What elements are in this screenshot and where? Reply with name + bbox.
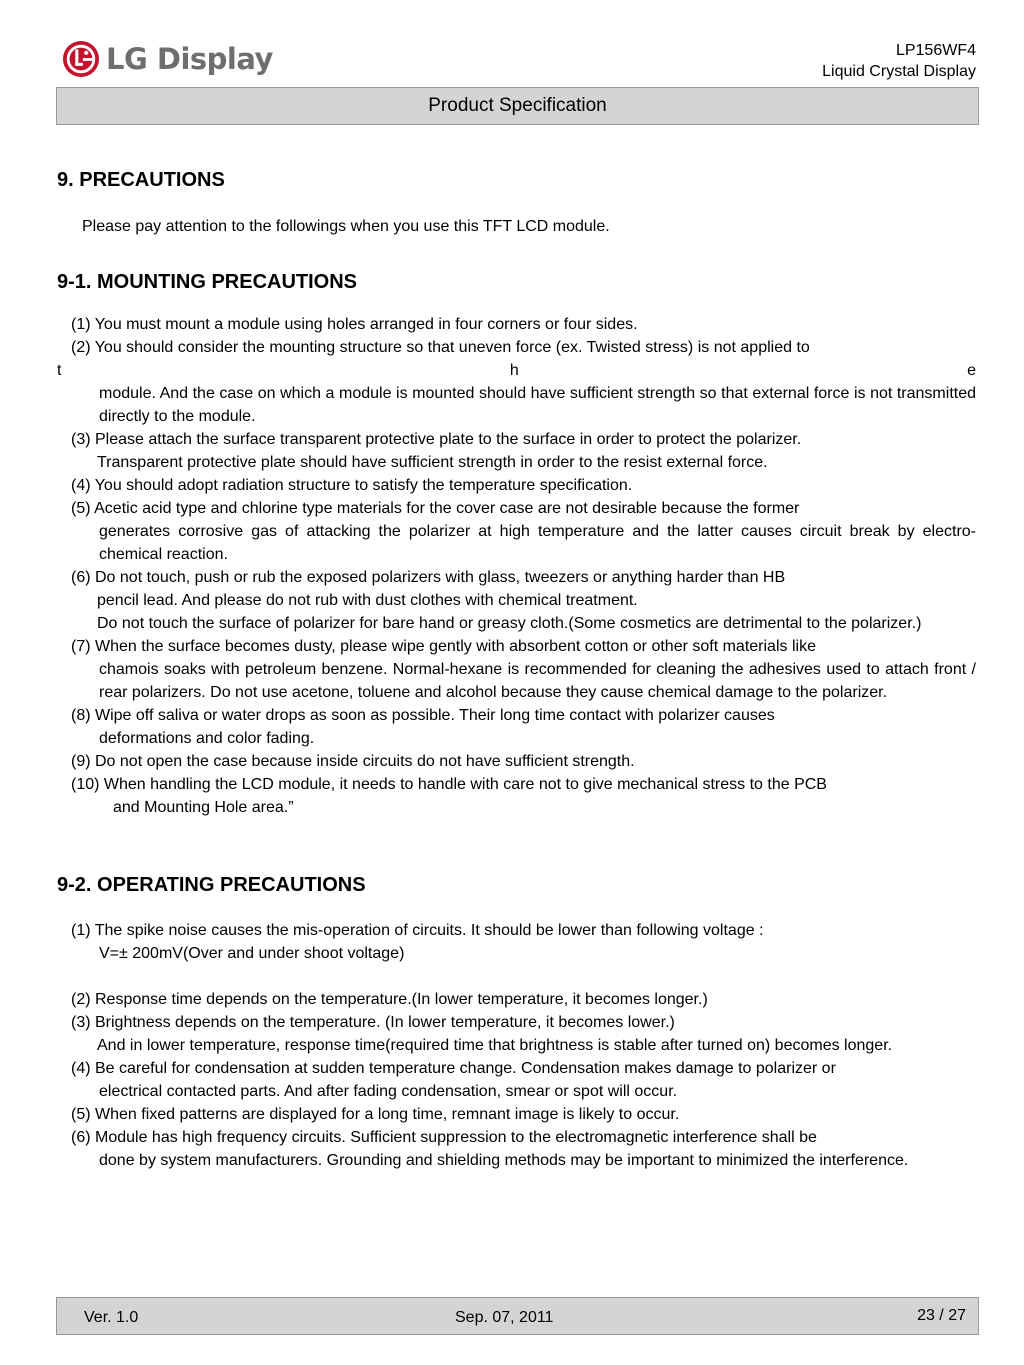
- spread-letter: h: [509, 362, 519, 379]
- mounting-list: [57, 313, 976, 819]
- product-type: Liquid Crystal Display: [822, 63, 976, 80]
- list-item: (5) When fixed patterns are displayed for a long time, remnant image is likely to occur.: [71, 1106, 680, 1123]
- list-item-continuation: done by system manufacturers. Grounding and shielding methods may be important to minimized the interference.: [99, 1152, 909, 1169]
- list-item-continuation: And in lower temperature, response time(required time that brightness is stable after turned on) becomes longer.: [97, 1037, 893, 1054]
- list-item: [71, 635, 976, 704]
- lg-logo-icon: [62, 40, 100, 78]
- section-intro: Please pay attention to the followings when you use this TFT LCD module.: [82, 218, 610, 235]
- list-item: (4) You should adopt radiation structure to satisfy the temperature specification.: [71, 477, 633, 494]
- list-item: [71, 1126, 976, 1172]
- page-title: Product Specification: [428, 95, 607, 116]
- list-item-line: (2) You should consider the mounting structure so that uneven force (ex. Twisted stress) is not applied to: [71, 339, 810, 356]
- date-label: Sep. 07, 2011: [455, 1309, 554, 1326]
- title-bar: [56, 87, 979, 125]
- list-item: [71, 704, 976, 750]
- list-item-continuation: deformations and color fading.: [99, 730, 315, 747]
- list-item-line: (5) Acetic acid type and chlorine type materials for the cover case are not desirable because the former: [71, 500, 800, 517]
- list-item-line: (3) Brightness depends on the temperature. (In lower temperature, it becomes lower.): [71, 1014, 675, 1031]
- list-item: [71, 1057, 976, 1103]
- list-item: [57, 336, 976, 428]
- list-item-line: (1) The spike noise causes the mis-operation of circuits. It should be lower than following voltage :: [71, 922, 764, 939]
- list-item-continuation: Transparent protective plate should have sufficient strength in order to the resist external force.: [97, 454, 768, 471]
- list-item: (1) You must mount a module using holes arranged in four corners or four sides.: [71, 316, 638, 333]
- section-heading: 9. PRECAUTIONS: [57, 169, 225, 191]
- list-item: [71, 428, 976, 474]
- list-item-continuation: Do not touch the surface of polarizer for bare hand or greasy cloth.(Some cosmetics are detrimental to the polarizer.): [97, 615, 922, 632]
- list-item: [71, 773, 976, 819]
- list-item: (9) Do not open the case because inside circuits do not have sufficient strength.: [71, 753, 635, 770]
- list-item: (2) Response time depends on the temperature.(In lower temperature, it becomes longer.): [71, 991, 708, 1008]
- list-item-continuation: generates corrosive gas of attacking the polarizer at high temperature and the latter causes circuit break by electro-chemical reaction.: [99, 523, 976, 563]
- spread-letter: e: [967, 362, 976, 379]
- list-item-continuation: V=± 200mV(Over and under shoot voltage): [99, 945, 405, 962]
- list-item-continuation: electrical contacted parts. And after fading condensation, smear or spot will occur.: [99, 1083, 678, 1100]
- list-item-line: (4) Be careful for condensation at sudden temperature change. Condensation makes damage to polarizer or: [71, 1060, 836, 1077]
- list-item-continuation: and Mounting Hole area.”: [113, 799, 294, 816]
- list-item-line: (6) Module has high frequency circuits. Sufficient suppression to the electromagnetic interference shall be: [71, 1129, 817, 1146]
- list-item: [71, 497, 976, 566]
- list-item-line: (10) When handling the LCD module, it needs to handle with care not to give mechanical stress to the PCB: [71, 776, 827, 793]
- spread-letter: t: [57, 362, 62, 379]
- list-item: [71, 566, 976, 635]
- operating-heading: 9-2. OPERATING PRECAUTIONS: [57, 874, 366, 896]
- footer-bar: [56, 1297, 979, 1335]
- page-number: 23 / 27: [917, 1307, 966, 1324]
- list-item-line: (7) When the surface becomes dusty, please wipe gently with absorbent cotton or other soft materials like: [71, 638, 816, 655]
- list-item-line: (8) Wipe off saliva or water drops as soon as possible. Their long time contact with polarizer causes: [71, 707, 775, 724]
- list-item-line: (3) Please attach the surface transparent protective plate to the surface in order to protect the polarizer.: [71, 431, 802, 448]
- list-item-continuation: pencil lead. And please do not rub with dust clothes with chemical treatment.: [97, 592, 638, 609]
- list-item-line: (6) Do not touch, push or rub the exposed polarizers with glass, tweezers or anything harder than HB: [71, 569, 786, 586]
- list-item: [71, 919, 976, 965]
- list-item-continuation: module. And the case on which a module is mounted should have sufficient strength so that external force is not transmitted directly to the module.: [99, 385, 976, 425]
- model-number: LP156WF4: [895, 42, 976, 59]
- list-item-spread-line: [57, 359, 976, 382]
- list-item-continuation: chamois soaks with petroleum benzene. Normal-hexane is recommended for cleaning the adhesives used to attach front / rear polarizers. Do not use acetone, toluene and alcohol because they cause chemical damage to the polarizer.: [99, 661, 976, 701]
- logo-text: LG Display: [106, 42, 273, 76]
- document-meta: [822, 40, 976, 82]
- mounting-heading: 9-1. MOUNTING PRECAUTIONS: [57, 271, 358, 293]
- operating-list: [71, 919, 976, 1172]
- version-label: Ver. 1.0: [84, 1309, 139, 1326]
- lg-display-logo: [62, 40, 273, 78]
- list-item: [71, 1011, 976, 1057]
